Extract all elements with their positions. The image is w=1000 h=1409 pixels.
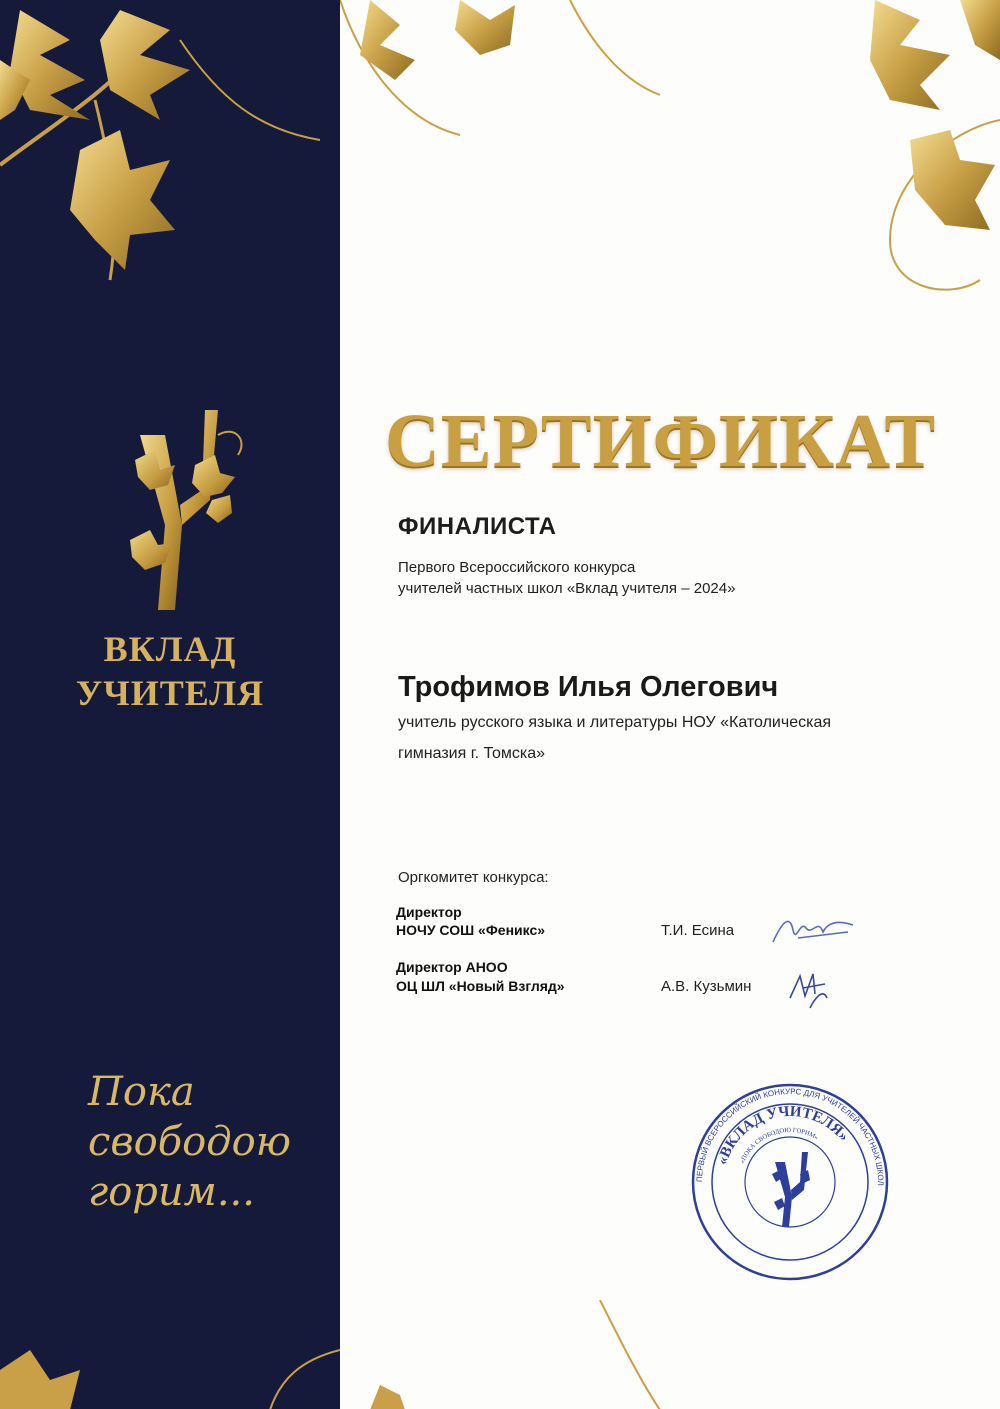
signer1-position-line1: Директор	[396, 904, 462, 920]
organization-stamp	[690, 1082, 890, 1282]
brand-title-line2: УЧИТЕЛЯ	[75, 673, 265, 713]
gold-leaves-top-center-decoration	[340, 0, 680, 150]
certificate-title: СЕРТИФИКАТ	[385, 399, 937, 483]
stamp-top-text: «ВКЛАД УЧИТЕЛЯ»	[714, 1103, 852, 1167]
stamp-inner-text: «ПОКА СВОБОДОЮ ГОРИМ»	[738, 1126, 820, 1165]
stamp-outer-text: ПЕРВЫЙ ВСЕРОССИЙСКИЙ КОНКУРС ДЛЯ УЧИТЕЛЕЙ ЧАСТНЫХ ШКОЛ	[694, 1086, 886, 1186]
gold-leaves-bottom-left-decoration	[0, 1310, 340, 1409]
contest-description-line2: учителей частных школ «Вклад учителя – 2024»	[398, 580, 736, 597]
gold-leaves-bottom-center-decoration	[360, 1300, 680, 1409]
signature-2-icon	[785, 968, 835, 1018]
vklad-uchitelya-logo-icon	[120, 405, 250, 620]
side-panel	[0, 0, 340, 1409]
svg-text:ПЕРВЫЙ ВСЕРОССИЙСКИЙ КОНКУРС Д	[695, 1087, 885, 1186]
motto-line3: горим...	[88, 1169, 255, 1215]
signer1-name: Т.И. Есина	[661, 922, 735, 939]
gold-leaves-top-left-decoration	[0, 0, 340, 300]
signer2-position-line2: ОЦ ШЛ «Новый Взгляд»	[396, 978, 565, 994]
recipient-role-line1: учитель русского языка и литературы НОУ «Католическая	[398, 714, 832, 731]
signer1-position-line2: НОЧУ СОШ «Феникс»	[396, 922, 546, 938]
recipient-name: Трофимов Илья Олегович	[398, 671, 779, 703]
contest-description-line1: Первого Всероссийского конкурса	[398, 559, 636, 576]
committee-heading: Оргкомитет конкурса:	[398, 869, 549, 886]
gold-leaves-top-right-decoration	[800, 0, 1000, 310]
certificate-subtitle: ФИНАЛИСТА	[398, 513, 557, 540]
motto-line1: Пока	[88, 1069, 195, 1115]
brand-title-line1: ВКЛАД	[103, 629, 237, 669]
recipient-role-line2: гимназия г. Томска»	[398, 745, 546, 762]
motto-line2: свободою	[88, 1119, 291, 1165]
signer2-position-line1: Директор АНОО	[396, 959, 508, 975]
stamp-logo-icon	[772, 1152, 810, 1227]
signer2-name: А.В. Кузьмин	[661, 978, 752, 995]
signature-1-icon	[768, 910, 858, 950]
